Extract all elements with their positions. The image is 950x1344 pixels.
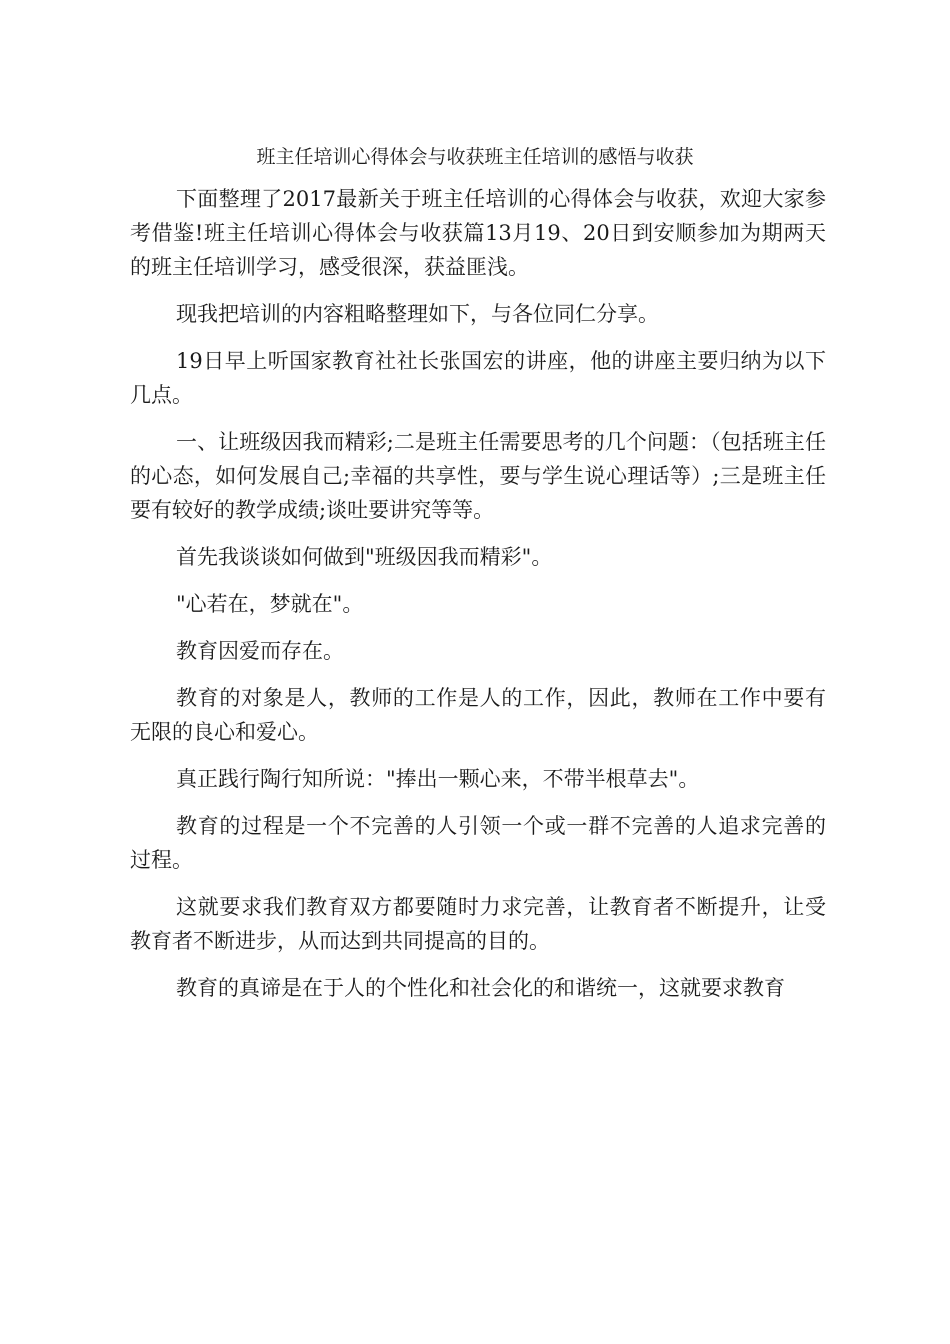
paragraph: 这就要求我们教育双方都要随时力求完善，让教育者不断提升，让受教育者不断进步，从而达到共同提高的目的。 — [130, 895, 826, 953]
paragraph: 教育的真谛是在于人的个性化和社会化的和谐统一，这就要求教育 — [176, 976, 785, 1000]
paragraph: 教育的过程是一个不完善的人引领一个或一群不完善的人追求完善的过程。 — [130, 814, 826, 872]
paragraph: 19日早上听国家教育社社长张国宏的讲座，他的讲座主要归纳为以下几点。 — [130, 349, 826, 407]
paragraph: 一、让班级因我而精彩;二是班主任需要思考的几个问题：（包括班主任的心态，如何发展自己;幸福的共享性，要与学生说心理话等）;三是班主任要有较好的教学成绩;谈吐要讲究等等。 — [130, 430, 826, 522]
paragraph: 教育因爱而存在。 — [176, 639, 344, 663]
paragraph: 现我把培训的内容粗略整理如下，与各位同仁分享。 — [176, 302, 659, 326]
paragraph: "心若在，梦就在"。 — [176, 592, 364, 616]
paragraph: 教育的对象是人，教师的工作是人的工作，因此，教师在工作中要有无限的良心和爱心。 — [130, 686, 826, 744]
document-title: 班主任培训心得体会与收获班主任培训的感悟与收获 — [256, 146, 694, 168]
document-body — [130, 182, 826, 1018]
paragraph: 真正践行陶行知所说："捧出一颗心来，不带半根草去"。 — [176, 767, 700, 791]
paragraph: 首先我谈谈如何做到"班级因我而精彩"。 — [176, 545, 553, 569]
paragraph: 下面整理了2017最新关于班主任培训的心得体会与收获，欢迎大家参考借鉴!班主任培训心得体会与收获篇13月19、20日到安顺参加为期两天的班主任培训学习，感受很深，获益匪浅。 — [130, 187, 826, 279]
